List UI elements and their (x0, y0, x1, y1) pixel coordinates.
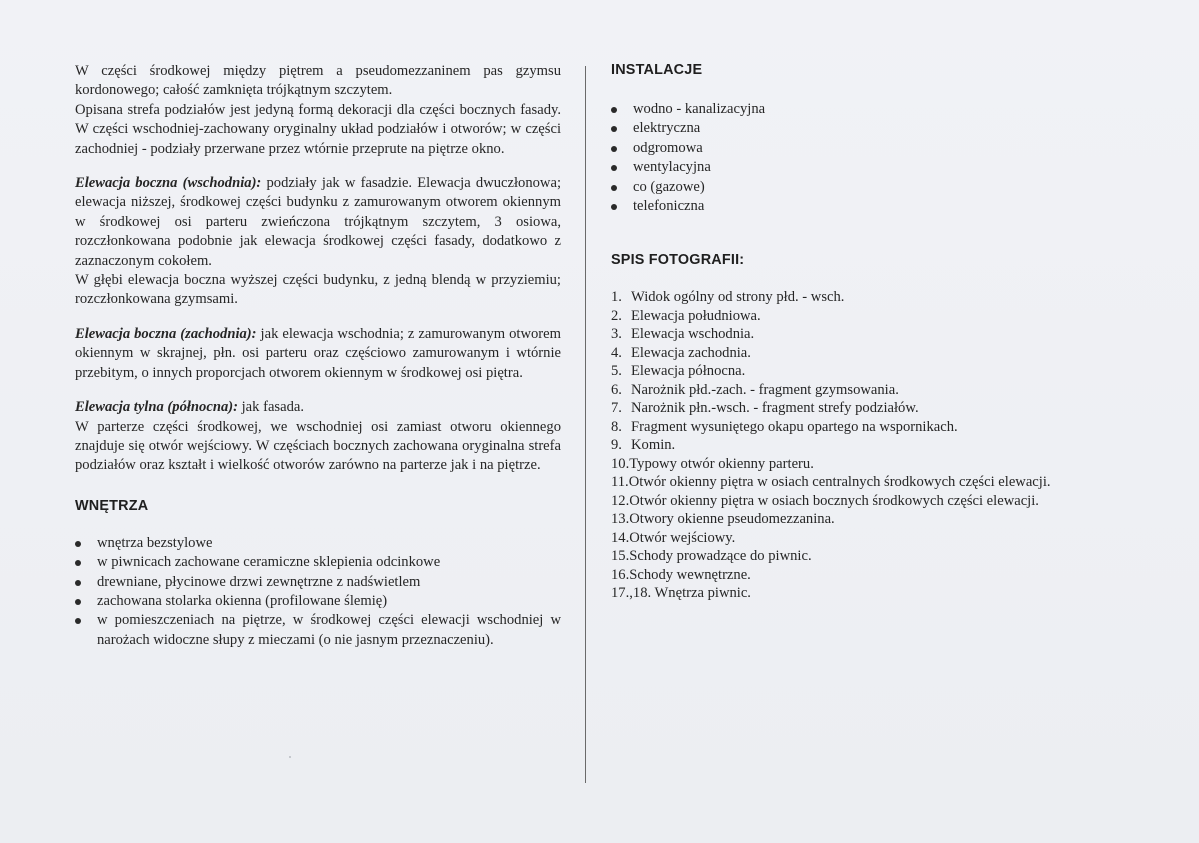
list-item: zachowana stolarka okienna (profilowane ślemię) (75, 592, 561, 611)
paragraph-elevation-east-2: W głębi elewacja boczna wyższej części budynku, z jedną blendą w przyziemiu; rozczłonkowana gzymsami. (75, 272, 561, 308)
interiors-list (75, 534, 561, 650)
list-item: odgromowa (611, 139, 1171, 158)
text-elevation-north: jak fasada. (237, 399, 305, 416)
heading-elevation-east: Elewacja boczna (wschodnia): (75, 175, 262, 192)
list-item: 11.Otwór okienny piętra w osiach centralnych środkowych części elewacji. (611, 474, 1051, 491)
list-item: 8. Fragment wysuniętego okapu opartego na wspornikach. (611, 418, 958, 435)
list-item: 15.Schody prowadzące do piwnic. (611, 548, 812, 565)
bullet-icon (611, 165, 617, 171)
bullet-icon (611, 185, 617, 191)
list-item: co (gazowe) (611, 178, 1171, 197)
paragraph-decoration: Opisana strefa podziałów jest jedyną formą dekoracji dla części bocznych fasady. W części wschodniej-zachowany oryginalny układ podziałów i otworów; w części zachodniej - podziały przerwane przez wtórnie przeprute na piętrze okno. (75, 101, 561, 157)
installations-list (611, 100, 1171, 216)
list-item: wodno - kanalizacyjna (611, 100, 1171, 119)
list-item: 14.Otwór wejściowy. (611, 529, 736, 546)
list-item: 4. Elewacja zachodnia. (611, 344, 751, 361)
paragraph-elevation-north (75, 398, 561, 417)
list-item: telefoniczna (611, 197, 1171, 216)
list-item: elektryczna (611, 119, 1171, 138)
paragraph-elevation-north-2: W parterze części środkowej, we wschodniej osi zamiast otworu okiennego znajduje się otwór wejściowy. W częściach bocznych zachowana oryginalna strefa podziałów oraz kształt i wielkość otworów zarówno na parterze jak i na piętrze. (75, 418, 561, 474)
column-divider (585, 66, 586, 783)
photo-list (611, 288, 1171, 603)
list-item: w pomieszczeniach na piętrze, w środkowej części elewacji wschodniej w narożach widoczne słupy z mieczami (o nie jasnym przeznaczeniu). (75, 611, 561, 650)
list-item: 2. Elewacja południowa. (611, 307, 761, 324)
text-elevation-east: podziały jak w fasadzie. Elewacja dwuczłonowa; elewacja niższej, środkowej części budynku z zamurowanym otworem okiennym w środkowej osi parteru zwieńczona trójkątnym szczytem, 3 osiowa, rozczłonkowana podobnie jak elewacja środkowej części fasady, dodatkowo z zaznaczonym cokołem. (75, 175, 561, 269)
list-item: 13.Otwory okienne pseudomezzanina. (611, 511, 835, 528)
paragraph-elevation-west (75, 325, 561, 383)
text-elevation-west: jak elewacja wschodnia; z zamurowanym otworem okiennym w skrajnej, płn. osi parteru oraz częściowo zamurowanym i wtórnie przebitym, o innych proporcjach otworem okiennym w środkowej osi piętra. (75, 325, 561, 381)
heading-elevation-north: Elewacja tylna (północna): (75, 399, 238, 416)
list-item: 9. Komin. (611, 437, 676, 454)
bullet-icon (611, 204, 617, 210)
list-item: 7. Narożnik płn.-wsch. - fragment strefy podziałów. (611, 400, 919, 417)
bullet-icon (75, 541, 81, 547)
bullet-icon (75, 599, 81, 605)
list-item: 16.Schody wewnętrzne. (611, 566, 751, 583)
heading-elevation-west: Elewacja boczna (zachodnia): (75, 325, 257, 342)
list-item: 12.Otwór okienny piętra w osiach bocznych środkowych części elewacji. (611, 492, 1039, 509)
left-column (75, 62, 561, 650)
scan-speck (289, 756, 291, 758)
list-item: wentylacyjna (611, 158, 1171, 177)
bullet-icon (611, 146, 617, 152)
list-item: 5. Elewacja północna. (611, 363, 746, 380)
paragraph-cordon: W części środkowej między piętrem a pseudomezzaninem pas gzymsu kordonowego; całość zamknięta trójkątnym szczytem. (75, 63, 561, 99)
list-item: w piwnicach zachowane ceramiczne sklepienia odcinkowe (75, 553, 561, 572)
list-item: 17.,18. Wnętrza piwnic. (611, 585, 751, 602)
right-column (611, 62, 1171, 603)
bullet-icon (75, 618, 81, 624)
list-item: 6. Narożnik płd.-zach. - fragment gzymsowania. (611, 381, 899, 398)
bullet-icon (611, 107, 617, 113)
paragraph-elevation-east (75, 174, 561, 271)
heading-photo-list: SPIS FOTOGRAFII: (611, 252, 745, 269)
list-item: 1. Widok ogólny od strony płd. - wsch. (611, 289, 845, 306)
bullet-icon (75, 580, 81, 586)
heading-interiors: WNĘTRZA (75, 497, 149, 514)
bullet-icon (611, 126, 617, 132)
list-item: 3. Elewacja wschodnia. (611, 326, 755, 343)
bullet-icon (75, 560, 81, 566)
list-item: wnętrza bezstylowe (75, 534, 561, 553)
list-item: drewniane, płycinowe drzwi zewnętrzne z nadświetlem (75, 573, 561, 592)
heading-installations: INSTALACJE (611, 62, 703, 78)
list-item: 10.Typowy otwór okienny parteru. (611, 455, 814, 472)
